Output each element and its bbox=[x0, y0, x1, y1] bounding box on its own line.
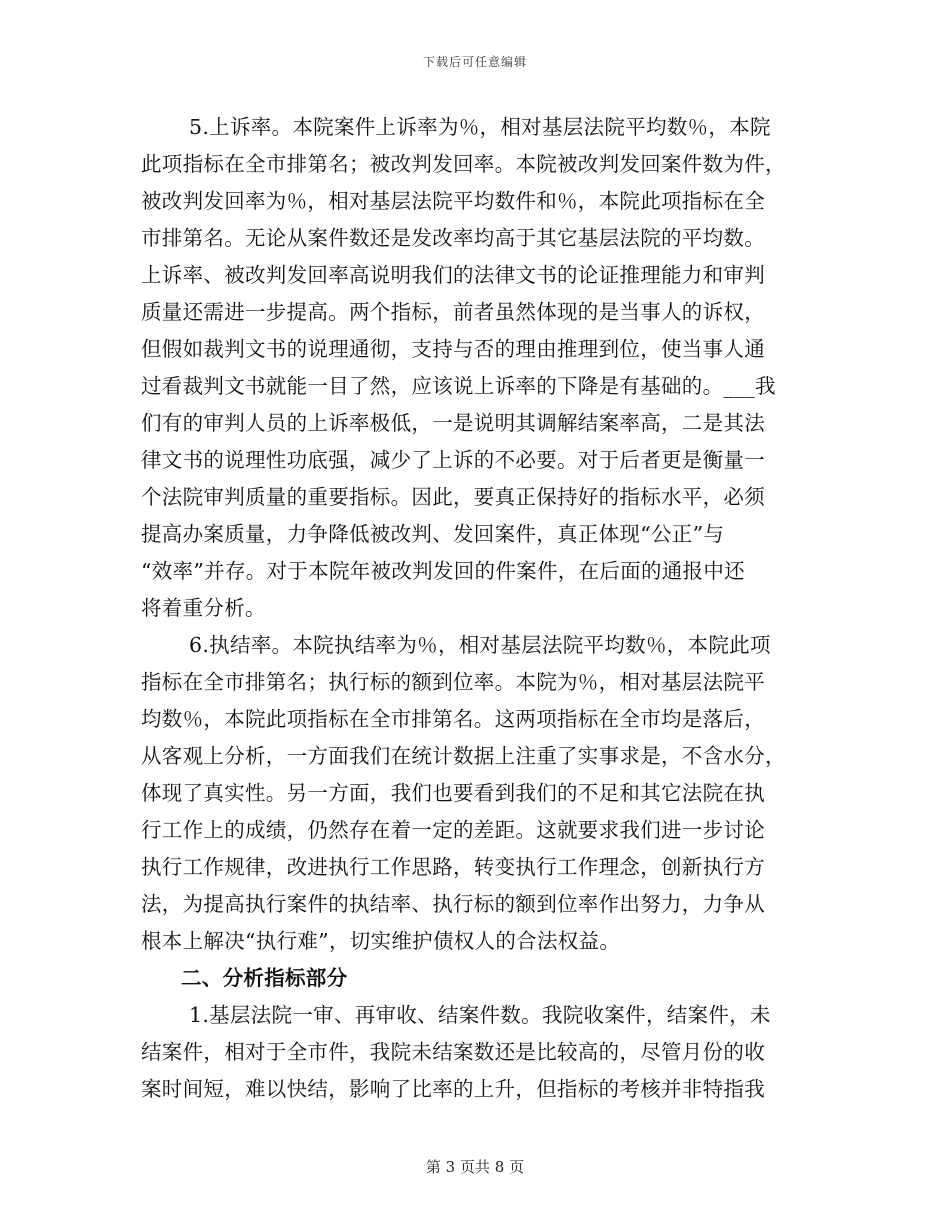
text-line: 体现了真实性。另一方面，我们也要看到我们的不足和其它法院在执 bbox=[141, 781, 765, 805]
text-line: 但假如裁判文书的说理通彻，支持与否的理由推理到位，使当事人通 bbox=[141, 337, 765, 361]
text-line: 法，为提高执行案件的执结率、执行标的额到位率作出努力，力争从 bbox=[141, 892, 765, 916]
text-line: 案时间短，难以快结，影响了比率的上升，但指标的考核并非特指我 bbox=[141, 1077, 765, 1101]
text-line: 指标在全市排第名；执行标的额到位率。本院为％，相对基层法院平 bbox=[141, 670, 765, 694]
text-line: “效率”并存。对于本院年被改判发回的件案件，在后面的通报中还 bbox=[141, 559, 745, 583]
text-line: 被改判发回率为％，相对基层法院平均数件和％，本院此项指标在全 bbox=[141, 189, 765, 213]
text-line: 结案件，相对于全市件，我院未结案数还是比较高的，尽管月份的收 bbox=[141, 1040, 765, 1064]
text-line: 提高办案质量，力争降低被改判、发回案件，真正体现“公正”与 bbox=[141, 522, 725, 546]
text-line: 律文书的说理性功底强，减少了上诉的不必要。对于后者更是衡量一 bbox=[141, 448, 765, 472]
text-line: 6.执结率。本院执结率为％，相对基层法院平均数％，本院此项 bbox=[189, 633, 771, 657]
text-line: 个法院审判质量的重要指标。因此，要真正保持好的指标水平，必须 bbox=[141, 485, 765, 509]
text-line: 5.上诉率。本院案件上诉率为％，相对基层法院平均数％，本院 bbox=[189, 115, 771, 139]
text-line: 根本上解决“执行难”，切实维护债权人的合法权益。 bbox=[141, 929, 621, 953]
text-line: 均数％，本院此项指标在全市排第名。这两项指标在全市均是落后， bbox=[141, 707, 765, 731]
section-heading: 二、分析指标部分 bbox=[181, 966, 348, 990]
text-line: 市排第名。无论从案件数还是发改率均高于其它基层法院的平均数。 bbox=[141, 226, 765, 250]
page-footer: 第 3 页共 8 页 bbox=[425, 1158, 525, 1176]
text-line: 将着重分析。 bbox=[141, 596, 266, 620]
text-line: 此项指标在全市排第名；被改判发回率。本院被改判发回案件数为件， bbox=[141, 152, 786, 176]
text-line: 过看裁判文书就能一目了然，应该说上诉率的下降是有基础的。___我 bbox=[141, 374, 776, 398]
text-line: 质量还需进一步提高。两个指标，前者虽然体现的是当事人的诉权， bbox=[141, 300, 765, 324]
text-line: 从客观上分析，一方面我们在统计数据上注重了实事求是，不含水分， bbox=[141, 744, 786, 768]
text-line: 行工作上的成绩，仍然存在着一定的差距。这就要求我们进一步讨论 bbox=[141, 818, 765, 842]
text-line: 们有的审判人员的上诉率极低，一是说明其调解结案率高，二是其法 bbox=[141, 411, 765, 435]
text-line: 执行工作规律，改进执行工作思路，转变执行工作理念，创新执行方 bbox=[141, 855, 765, 879]
text-line: 1.基层法院一审、再审收、结案件数。我院收案件，结案件，未 bbox=[189, 1003, 771, 1027]
page-header: 下载后可任意编辑 bbox=[422, 55, 527, 69]
text-line: 上诉率、被改判发回率高说明我们的法律文书的论证推理能力和审判 bbox=[141, 263, 765, 287]
document-body bbox=[141, 109, 807, 1108]
